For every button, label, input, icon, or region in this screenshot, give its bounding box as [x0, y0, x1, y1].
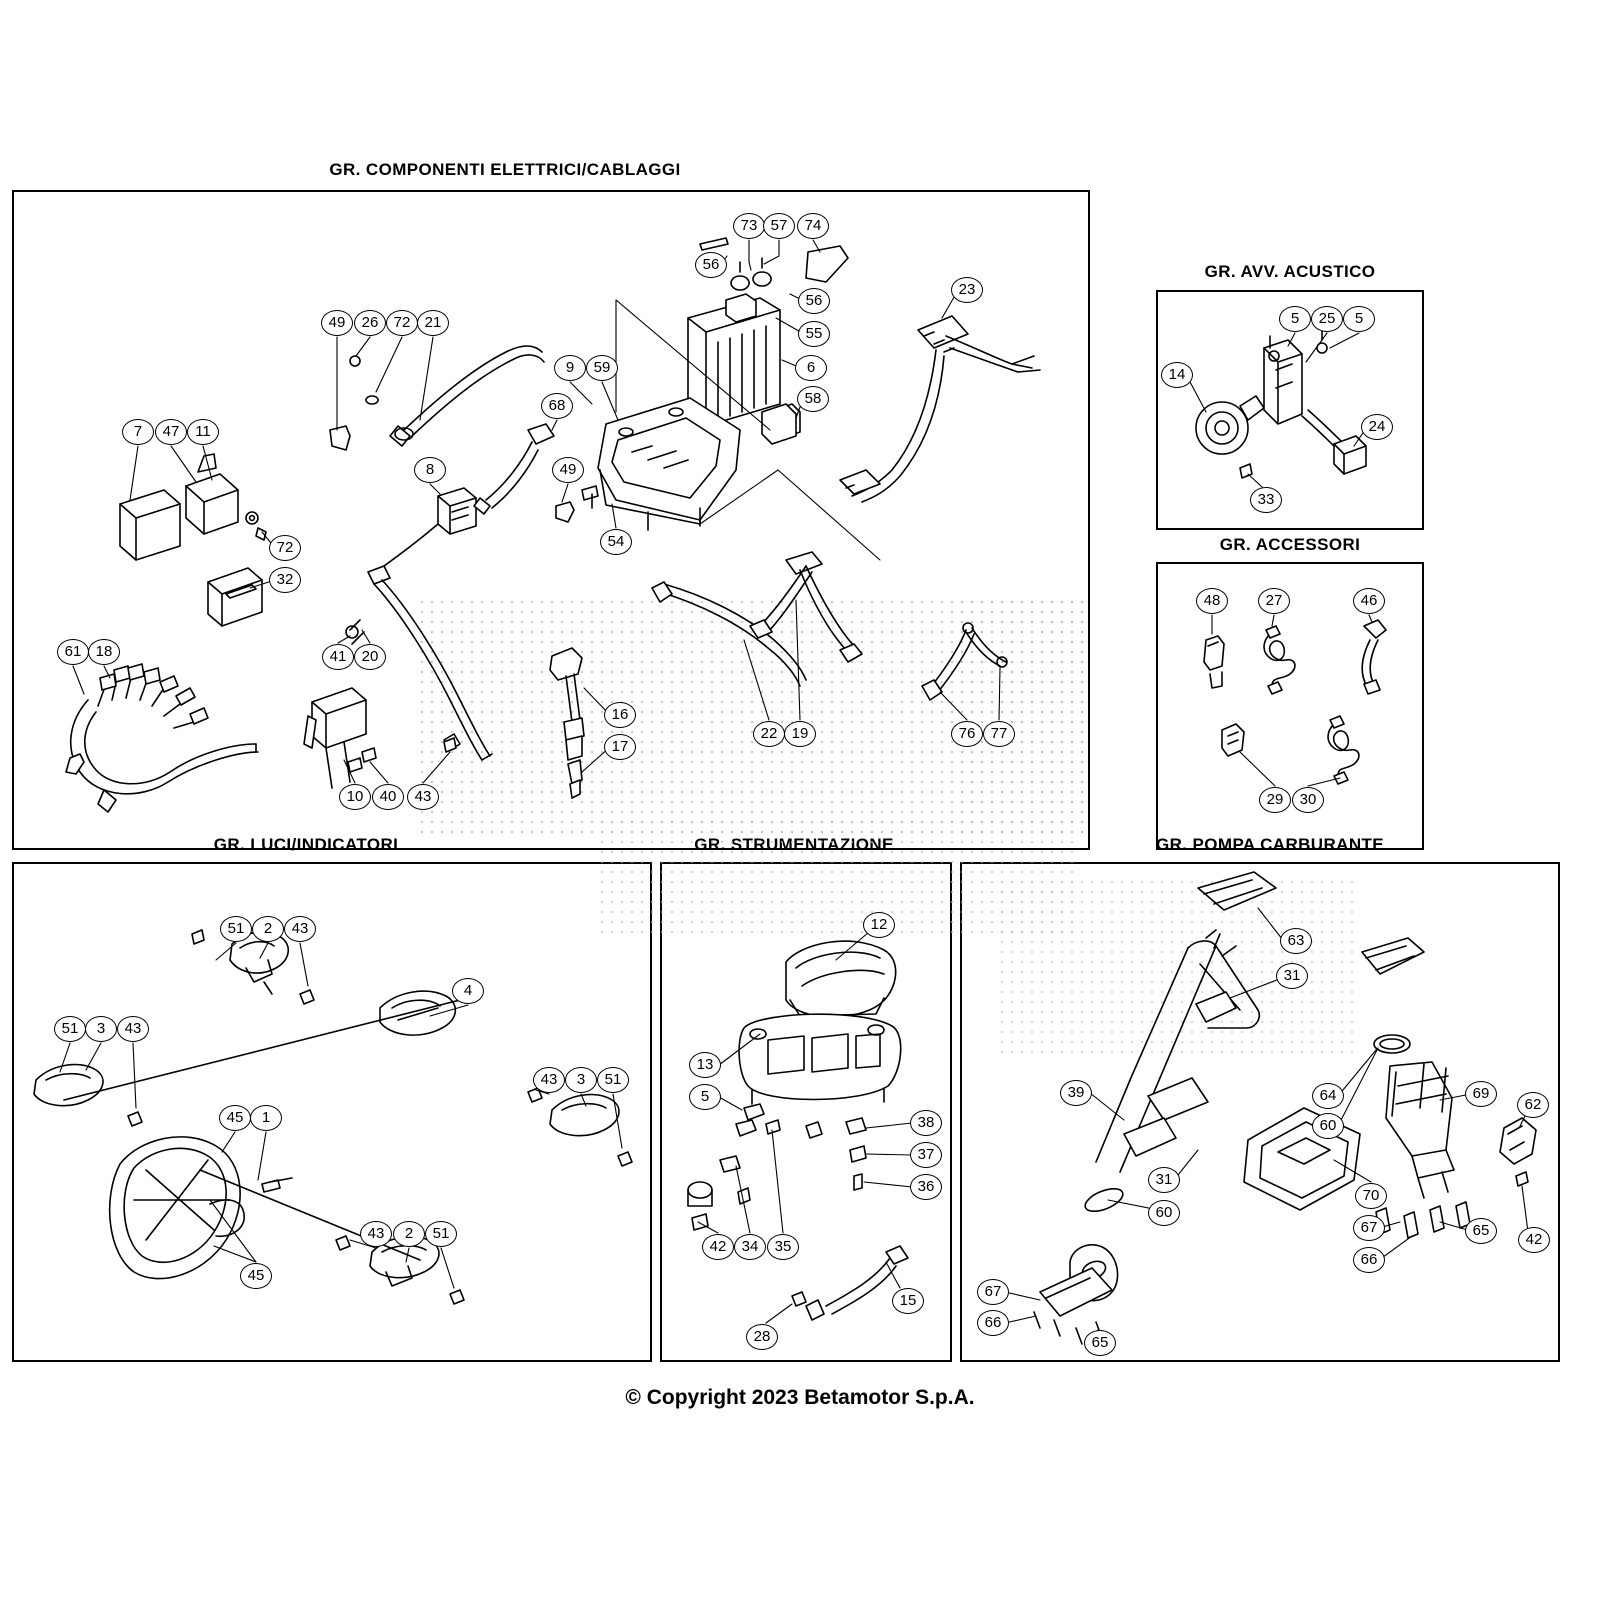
callout-69[interactable]: 69 [1465, 1081, 1497, 1107]
callout-49[interactable]: 49 [552, 457, 584, 483]
callout-38[interactable]: 38 [910, 1110, 942, 1136]
callout-13[interactable]: 13 [689, 1052, 721, 1078]
callout-1[interactable]: 1 [250, 1105, 282, 1131]
callout-9[interactable]: 9 [554, 355, 586, 381]
callout-15[interactable]: 15 [892, 1288, 924, 1314]
callout-49[interactable]: 49 [321, 310, 353, 336]
callout-31[interactable]: 31 [1148, 1167, 1180, 1193]
callout-68[interactable]: 68 [541, 393, 573, 419]
callout-62[interactable]: 62 [1517, 1092, 1549, 1118]
callout-35[interactable]: 35 [767, 1234, 799, 1260]
callout-67[interactable]: 67 [1353, 1215, 1385, 1241]
callout-27[interactable]: 27 [1258, 588, 1290, 614]
callout-6[interactable]: 6 [795, 355, 827, 381]
callout-5[interactable]: 5 [1279, 306, 1311, 332]
callout-7[interactable]: 7 [122, 419, 154, 445]
callout-54[interactable]: 54 [600, 529, 632, 555]
callout-51[interactable]: 51 [220, 916, 252, 942]
callout-51[interactable]: 51 [425, 1221, 457, 1247]
copyright-notice: © Copyright 2023 Betamotor S.p.A. [625, 1386, 975, 1409]
callout-41[interactable]: 41 [322, 644, 354, 670]
callout-11[interactable]: 11 [187, 419, 219, 445]
callout-70[interactable]: 70 [1355, 1183, 1387, 1209]
callout-21[interactable]: 21 [417, 310, 449, 336]
callout-24[interactable]: 24 [1361, 414, 1393, 440]
callout-46[interactable]: 46 [1353, 588, 1385, 614]
callout-63[interactable]: 63 [1280, 928, 1312, 954]
callout-56[interactable]: 56 [695, 252, 727, 278]
callout-8[interactable]: 8 [414, 457, 446, 483]
callout-39[interactable]: 39 [1060, 1080, 1092, 1106]
callout-43[interactable]: 43 [407, 784, 439, 810]
callout-10[interactable]: 10 [339, 784, 371, 810]
callout-77[interactable]: 77 [983, 721, 1015, 747]
callout-25[interactable]: 25 [1311, 306, 1343, 332]
callout-65[interactable]: 65 [1084, 1330, 1116, 1356]
callout-3[interactable]: 3 [85, 1016, 117, 1042]
callout-48[interactable]: 48 [1196, 588, 1228, 614]
callout-5[interactable]: 5 [1343, 306, 1375, 332]
callout-40[interactable]: 40 [372, 784, 404, 810]
callout-14[interactable]: 14 [1161, 362, 1193, 388]
callout-74[interactable]: 74 [797, 213, 829, 239]
callout-45[interactable]: 45 [240, 1263, 272, 1289]
callout-51[interactable]: 51 [54, 1016, 86, 1042]
callout-28[interactable]: 28 [746, 1324, 778, 1350]
callout-26[interactable]: 26 [354, 310, 386, 336]
callout-55[interactable]: 55 [798, 321, 830, 347]
callout-58[interactable]: 58 [797, 386, 829, 412]
callout-64[interactable]: 64 [1312, 1083, 1344, 1109]
callout-5[interactable]: 5 [689, 1084, 721, 1110]
callout-73[interactable]: 73 [733, 213, 765, 239]
callout-22[interactable]: 22 [753, 721, 785, 747]
callout-61[interactable]: 61 [57, 639, 89, 665]
panel-title-electrical: GR. COMPONENTI ELETTRICI/CABLAGGI [329, 160, 681, 179]
callout-33[interactable]: 33 [1250, 487, 1282, 513]
callout-12[interactable]: 12 [863, 912, 895, 938]
callout-43[interactable]: 43 [117, 1016, 149, 1042]
callout-18[interactable]: 18 [88, 639, 120, 665]
callout-19[interactable]: 19 [784, 721, 816, 747]
callout-43[interactable]: 43 [533, 1067, 565, 1093]
panel-title-lights: GR. LUCI/INDICATORI [213, 835, 399, 854]
callout-66[interactable]: 66 [977, 1310, 1009, 1336]
callout-60[interactable]: 60 [1312, 1113, 1344, 1139]
panel-title-fuelpump: GR. POMPA CARBURANTE [1155, 835, 1385, 854]
callout-31[interactable]: 31 [1276, 963, 1308, 989]
callout-29[interactable]: 29 [1259, 787, 1291, 813]
callout-56[interactable]: 56 [798, 288, 830, 314]
callout-66[interactable]: 66 [1353, 1247, 1385, 1273]
callout-32[interactable]: 32 [269, 567, 301, 593]
callout-72[interactable]: 72 [269, 535, 301, 561]
panel-title-horn: GR. AVV. ACUSTICO [1204, 262, 1376, 281]
callout-76[interactable]: 76 [951, 721, 983, 747]
callout-42[interactable]: 42 [1518, 1227, 1550, 1253]
callout-65[interactable]: 65 [1465, 1218, 1497, 1244]
callout-20[interactable]: 20 [354, 644, 386, 670]
callout-59[interactable]: 59 [586, 355, 618, 381]
callout-16[interactable]: 16 [604, 702, 636, 728]
callout-36[interactable]: 36 [910, 1174, 942, 1200]
callout-60[interactable]: 60 [1148, 1200, 1180, 1226]
callout-23[interactable]: 23 [951, 277, 983, 303]
callout-47[interactable]: 47 [155, 419, 187, 445]
callout-51[interactable]: 51 [597, 1067, 629, 1093]
callout-57[interactable]: 57 [763, 213, 795, 239]
callout-17[interactable]: 17 [604, 734, 636, 760]
panel-title-accessories: GR. ACCESSORI [1219, 535, 1361, 554]
callout-72[interactable]: 72 [386, 310, 418, 336]
callout-2[interactable]: 2 [252, 916, 284, 942]
callout-37[interactable]: 37 [910, 1142, 942, 1168]
callout-3[interactable]: 3 [565, 1067, 597, 1093]
callout-67[interactable]: 67 [977, 1279, 1009, 1305]
callout-30[interactable]: 30 [1292, 787, 1324, 813]
callout-34[interactable]: 34 [734, 1234, 766, 1260]
callout-42[interactable]: 42 [702, 1234, 734, 1260]
callout-43[interactable]: 43 [360, 1221, 392, 1247]
callout-2[interactable]: 2 [393, 1221, 425, 1247]
callout-43[interactable]: 43 [284, 916, 316, 942]
callout-4[interactable]: 4 [452, 978, 484, 1004]
callout-45[interactable]: 45 [219, 1105, 251, 1131]
